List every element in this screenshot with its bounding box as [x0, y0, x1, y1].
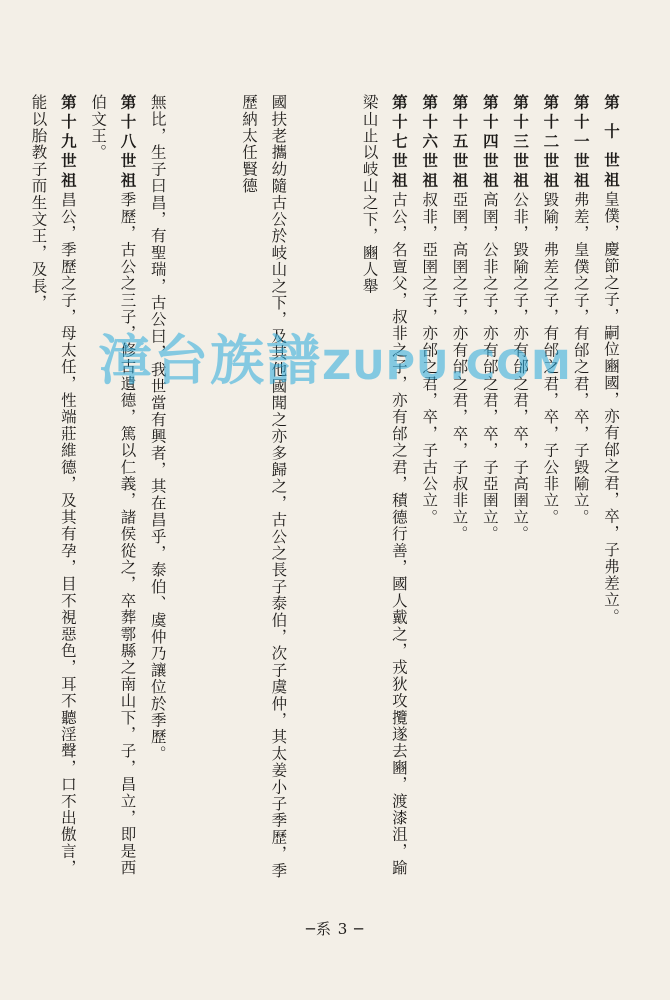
generation-label: 第十五世祖	[450, 94, 470, 192]
entry-19	[23, 94, 83, 884]
entry-text: 公非，毀隃之子，亦有邰之君，卒，子高圉立。	[511, 191, 530, 543]
entry-10	[596, 94, 626, 884]
generation-label: 第十四世祖	[480, 94, 500, 192]
entry-text: 亞圉，高圉之子，亦有邰之君，卒，子叔非立。	[450, 191, 469, 543]
entry-text: 昌公，季歷之子，母太任，性端莊維德，及其有孕，目不視惡色，耳不聽淫聲，口不出傲言，能以胎教子而生文王，及長，	[29, 94, 77, 877]
entry-13	[505, 94, 535, 884]
watermark-chinese: 漳台族譜	[98, 329, 323, 392]
entry-text: 古公，名亶父，叔非之子，亦有邰之君，積德行善，國人戴之，戎狄攻攬遂去豳，渡漆沮，踰梁山止以岐山之下，豳人舉	[360, 94, 408, 877]
entry-text: 皇僕，慶節之子，嗣位豳國，亦有邰之君，卒，子弗差立。	[602, 190, 620, 625]
page-number: ─系 3 ─	[305, 920, 365, 938]
generation-label: 第十三世祖	[511, 94, 531, 192]
watermark-latin: ZUPU.COM	[322, 343, 572, 389]
entry-text: 毀隃，弗差之子，有邰之君，卒，子公非立。	[541, 191, 560, 526]
generation-label: 第十七世祖	[389, 94, 409, 192]
entry-19-continuation	[0, 94, 23, 884]
entry-14	[475, 94, 505, 884]
generation-label: 第十一世祖	[571, 94, 591, 192]
entry-16	[414, 94, 444, 884]
generation-label: 第十六世祖	[420, 94, 440, 192]
entry-text: 弗差，皇僕之子，有邰之君，卒，子毀隃立。	[571, 191, 590, 526]
entry-text: 高圉，公非之子，亦有邰之君，卒，子亞圉立。	[480, 191, 499, 543]
entry-12	[535, 94, 565, 884]
generation-label: 第十九世祖	[58, 94, 78, 192]
entry-text: 季歷，古公之三子，修古遺德，篤以仁義，諸侯從之，卒葬鄠縣之南山下，子，昌立，即是西伯文王。	[89, 94, 137, 877]
entry-18	[83, 94, 143, 884]
entry-15	[444, 94, 474, 884]
generation-label: 第十二世祖	[541, 94, 561, 192]
entry-17-continuation: 國扶老攜幼隨古公於岐山之下，及其他國聞之亦多歸之，古公之長子泰伯，次子虞仲，其太姜小子季歷，季歷納太任賢德	[240, 94, 288, 879]
entry-17	[354, 94, 414, 884]
generation-label: 第十八世祖	[118, 94, 138, 192]
entry-11	[565, 94, 595, 884]
generation-label: 第 十 世祖	[602, 94, 621, 191]
site-watermark	[80, 318, 590, 395]
entry-17-continuation: 無比，生子曰昌，有聖瑞，古公曰，我世當有興者，其在昌乎，泰伯、虞仲乃讓位於季歷。	[148, 94, 167, 762]
entry-text: 叔非，亞圉之子，亦邰之君，卒，子古公立。	[420, 191, 439, 526]
genealogy-text	[0, 94, 626, 884]
